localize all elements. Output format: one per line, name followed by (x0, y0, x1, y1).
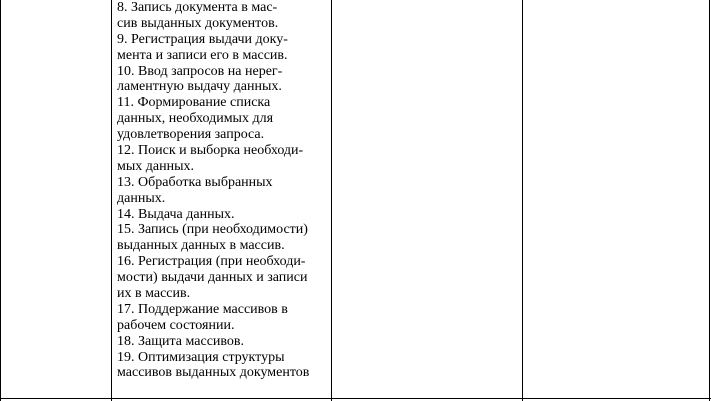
list-line: 9. Регистрация выдачи доку- (117, 31, 288, 47)
list-line: мента и записи его в массив. (117, 47, 288, 63)
operations-list-cell (117, 0, 329, 381)
list-line: мости) выдачи данных и записи (117, 270, 308, 286)
list-line: 13. Обработка выбранных (117, 174, 273, 190)
list-line: 10. Ввод запросов на нерег- (117, 63, 283, 79)
column-divider-3 (522, 0, 523, 401)
list-line: 19. Оптимизация структуры (117, 349, 285, 365)
list-line: данных. (117, 190, 166, 206)
list-line: ламентную выдачу данных. (117, 79, 282, 95)
list-line: 18. Защита массивов. (117, 333, 245, 349)
list-line: мых данных. (117, 158, 194, 174)
list-line: удовлетворения запроса. (117, 127, 265, 143)
list-line: 16. Регистрация (при необходи- (117, 254, 306, 270)
column-divider-2 (331, 0, 332, 401)
list-line: их в массив. (117, 286, 191, 302)
table-border-left (0, 0, 1, 401)
table-border-right (709, 0, 710, 401)
list-line: данных, необходимых для (117, 111, 274, 127)
list-line: массивов выданных документов (117, 365, 310, 381)
list-line: 15. Запись (при необходимости) (117, 222, 308, 238)
list-line: 8. Запись документа в мас- (117, 0, 278, 15)
list-line: сив выданных документов. (117, 15, 279, 31)
list-line: 12. Поиск и выборка необходи- (117, 143, 304, 159)
list-line: 14. Выдача данных. (117, 206, 235, 222)
list-line: выданных данных в массив. (117, 238, 285, 254)
list-line: рабочем состоянии. (117, 317, 235, 333)
table-border-bottom (0, 398, 711, 399)
column-divider-1 (111, 0, 112, 401)
list-line: 11. Формирование списка (117, 95, 271, 111)
list-line: 17. Поддержание массивов в (117, 301, 288, 317)
